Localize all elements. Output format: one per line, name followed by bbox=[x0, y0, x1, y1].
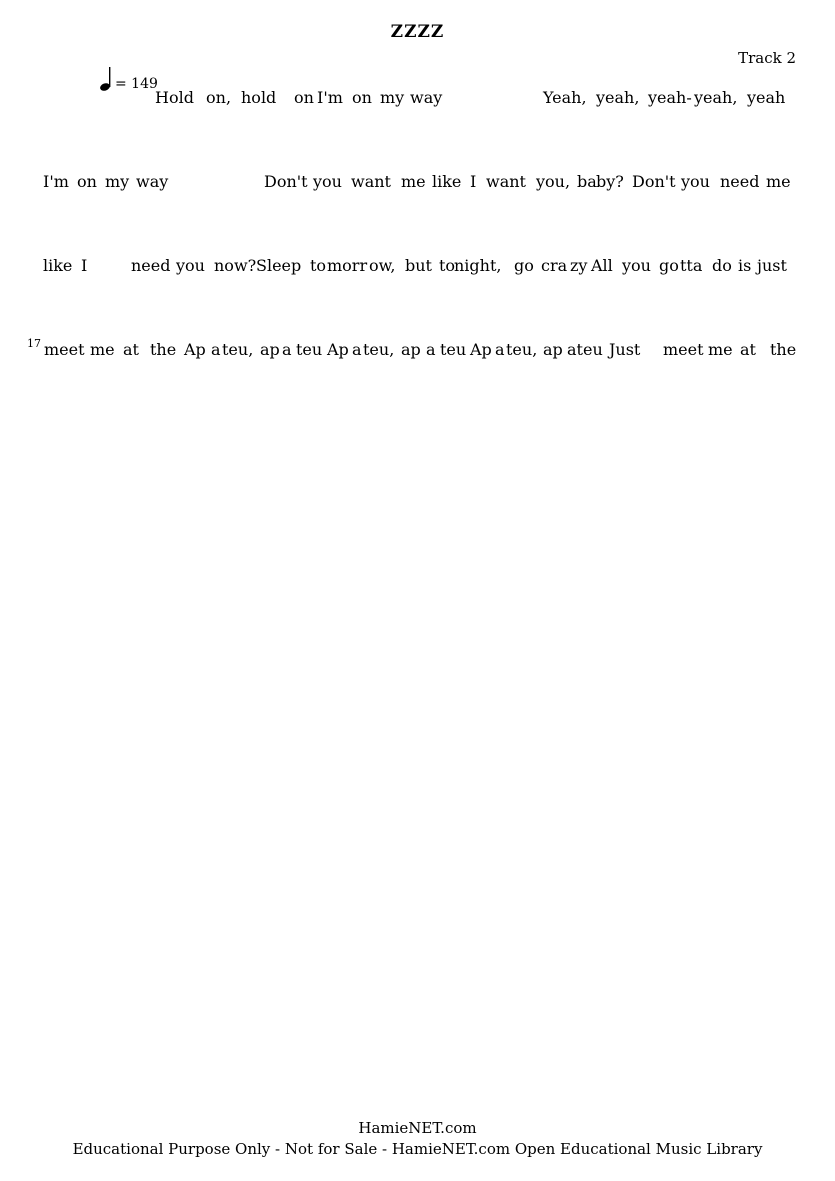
lyric-syllable: zy bbox=[570, 256, 588, 275]
lyric-syllable: teu, bbox=[506, 340, 538, 359]
lyric-line-2 bbox=[0, 172, 835, 196]
score-subtitle: Track 2 bbox=[738, 49, 796, 67]
lyric-syllable: Ap bbox=[470, 340, 492, 359]
lyric-syllable: me bbox=[401, 172, 426, 191]
lyric-syllable: want bbox=[351, 172, 391, 191]
lyric-syllable: the bbox=[770, 340, 797, 359]
lyric-syllable: on bbox=[294, 88, 314, 107]
lyric-syllable: meet bbox=[44, 340, 85, 359]
lyric-syllable: Yeah, bbox=[543, 88, 587, 107]
lyric-syllable: do bbox=[712, 256, 732, 275]
lyric-syllable: you bbox=[622, 256, 651, 275]
lyric-syllable: my bbox=[105, 172, 130, 191]
lyric-line-3 bbox=[0, 256, 835, 280]
lyric-syllable: morr bbox=[327, 256, 368, 275]
lyric-syllable: like bbox=[432, 172, 462, 191]
lyric-syllable: a bbox=[352, 340, 362, 359]
lyric-syllable: a bbox=[282, 340, 292, 359]
lyric-line-1 bbox=[0, 88, 835, 112]
lyric-syllable: you bbox=[681, 172, 710, 191]
lyric-syllable: cra bbox=[541, 256, 568, 275]
lyric-syllable: way bbox=[410, 88, 443, 107]
lyric-syllable: Ap bbox=[327, 340, 349, 359]
lyric-syllable: now? bbox=[214, 256, 257, 275]
lyric-syllable: on bbox=[77, 172, 97, 191]
lyric-syllable: Ap bbox=[184, 340, 206, 359]
lyric-syllable: a bbox=[495, 340, 505, 359]
lyric-syllable: me bbox=[90, 340, 115, 359]
lyric-syllable: go bbox=[659, 256, 679, 275]
lyric-syllable: ow, bbox=[369, 256, 396, 275]
lyric-syllable: I bbox=[81, 256, 88, 275]
lyric-syllable: go bbox=[514, 256, 534, 275]
lyric-syllable: Don't bbox=[264, 172, 308, 191]
lyric-syllable: my bbox=[380, 88, 405, 107]
lyric-syllable: but bbox=[405, 256, 432, 275]
lyric-syllable: a bbox=[211, 340, 221, 359]
lyric-syllable: Sleep bbox=[256, 256, 302, 275]
lyric-syllable: I'm bbox=[317, 88, 343, 107]
lyric-syllable: on bbox=[352, 88, 372, 107]
lyric-syllable: ap bbox=[543, 340, 563, 359]
lyric-syllable: teu, bbox=[363, 340, 395, 359]
score-title: ZZZZ bbox=[390, 22, 445, 42]
lyric-syllable: way bbox=[136, 172, 169, 191]
lyric-syllable: ap bbox=[401, 340, 421, 359]
lyric-syllable: hold bbox=[241, 88, 277, 107]
footer-site: HamieNET.com bbox=[358, 1119, 477, 1137]
lyric-syllable: teu bbox=[296, 340, 323, 359]
lyric-syllable: want bbox=[486, 172, 526, 191]
lyric-syllable: tta bbox=[680, 256, 703, 275]
lyric-syllable: meet bbox=[663, 340, 704, 359]
lyric-syllable: on, bbox=[206, 88, 232, 107]
lyric-syllable: is bbox=[738, 256, 752, 275]
lyric-syllable: you bbox=[313, 172, 342, 191]
lyric-syllable: ateu bbox=[567, 340, 603, 359]
lyric-syllable: Hold bbox=[155, 88, 194, 107]
lyric-syllable: I bbox=[470, 172, 477, 191]
lyric-syllable: a bbox=[426, 340, 436, 359]
footer-notice: Educational Purpose Only - Not for Sale - HamieNET.com Open Educational Music Library bbox=[72, 1140, 763, 1158]
lyric-syllable: to bbox=[439, 256, 456, 275]
tempo-value: = 149 bbox=[115, 76, 158, 92]
lyric-syllable: teu bbox=[440, 340, 467, 359]
lyric-syllable: you, bbox=[536, 172, 571, 191]
lyric-syllable: to bbox=[310, 256, 327, 275]
lyric-syllable: yeah- bbox=[648, 88, 692, 107]
lyric-syllable: like bbox=[43, 256, 73, 275]
lyric-syllable: need bbox=[131, 256, 171, 275]
lyric-syllable: just bbox=[757, 256, 787, 275]
lyric-syllable: ba bbox=[577, 172, 597, 191]
lyric-syllable: by? bbox=[596, 172, 624, 191]
lyric-syllable: teu, bbox=[222, 340, 254, 359]
lyric-syllable: Just bbox=[609, 340, 641, 359]
lyric-syllable: yeah, bbox=[596, 88, 640, 107]
lyric-syllable: need bbox=[720, 172, 760, 191]
measure-number: 17 bbox=[27, 337, 41, 350]
lyric-syllable: I'm bbox=[43, 172, 69, 191]
lyric-syllable: me bbox=[708, 340, 733, 359]
lyric-syllable: you bbox=[176, 256, 205, 275]
lyric-line-4 bbox=[0, 340, 835, 364]
lyric-syllable: All bbox=[591, 256, 613, 275]
lyric-syllable: at bbox=[123, 340, 139, 359]
lyric-syllable: Don't bbox=[632, 172, 676, 191]
lyric-syllable: at bbox=[740, 340, 756, 359]
lyric-syllable: night, bbox=[454, 256, 502, 275]
lyric-syllable: me bbox=[766, 172, 791, 191]
lyric-syllable: yeah bbox=[747, 88, 786, 107]
lyric-syllable: the bbox=[150, 340, 177, 359]
lyric-syllable: ap bbox=[260, 340, 280, 359]
lyric-syllable: yeah, bbox=[694, 88, 738, 107]
